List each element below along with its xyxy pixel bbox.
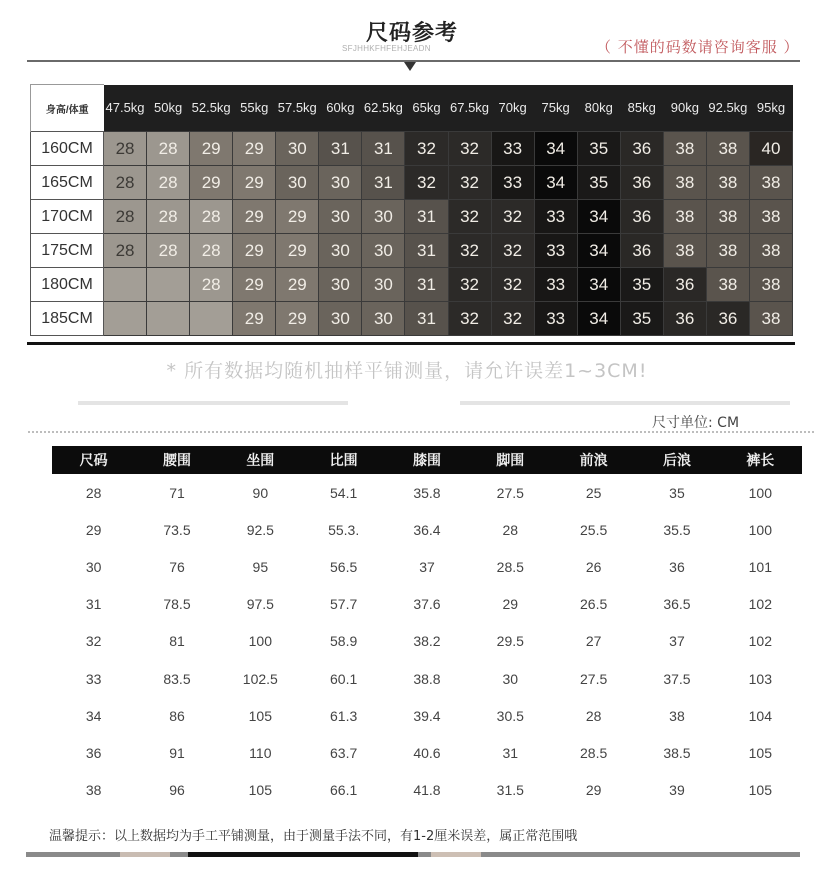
- measurement-cell: 27.5: [496, 484, 524, 501]
- size-cell: 36: [663, 268, 706, 302]
- measurement-cell: 28: [585, 707, 602, 724]
- size-cell: 29: [233, 166, 276, 200]
- size-recommendation-table: [30, 84, 793, 336]
- size-cell: 38: [663, 132, 706, 166]
- measurement-cell: 28: [502, 521, 519, 538]
- size-cell: 30: [319, 166, 362, 200]
- measurement-column-header: 尺码: [52, 446, 135, 474]
- table-row: [52, 511, 802, 548]
- size-cell: 31: [362, 166, 405, 200]
- size-cell: 30: [319, 234, 362, 268]
- size-cell: 29: [276, 268, 319, 302]
- size-cell: 36: [620, 200, 663, 234]
- size-cell: 29: [276, 200, 319, 234]
- size-cell: 34: [577, 234, 620, 268]
- measurement-cell: 37.6: [413, 596, 441, 613]
- size-cell: 36: [620, 132, 663, 166]
- size-cell: 38: [749, 234, 792, 268]
- measurement-cell: 63.7: [330, 744, 358, 761]
- size-cell: 38: [663, 166, 706, 200]
- measurement-cell: 37.5: [663, 670, 691, 687]
- measurement-cell: 39: [669, 782, 685, 799]
- measurement-cell: 104: [748, 707, 772, 724]
- page-title: 尺码参考: [366, 21, 459, 46]
- size-cell: 32: [491, 302, 534, 336]
- size-cell: 32: [448, 234, 491, 268]
- weight-header-cell: 90kg: [663, 85, 706, 132]
- divider-bar-right: [460, 401, 790, 405]
- measurement-cell: 37: [669, 633, 685, 650]
- measurements-header-row: [52, 446, 802, 474]
- height-label: 165CM: [31, 166, 104, 200]
- table-row: [52, 772, 802, 809]
- measurement-cell: 38: [669, 707, 685, 724]
- size-cell: 34: [577, 268, 620, 302]
- measurement-cell: 38.2: [413, 633, 441, 650]
- triangle-down-icon: [404, 62, 416, 71]
- measurement-cell: 90: [252, 484, 269, 501]
- measurement-cell: 30: [85, 558, 102, 575]
- height-label: 175CM: [31, 234, 104, 268]
- measurement-cell: 58.9: [330, 633, 358, 650]
- measurement-cell: 71: [169, 484, 185, 501]
- size-cell: 29: [233, 268, 276, 302]
- measurement-cell: 105: [248, 782, 272, 799]
- size-cell: 32: [448, 268, 491, 302]
- measurement-cell: 54.1: [330, 484, 358, 501]
- measurement-cell: 25: [585, 484, 602, 501]
- measurement-cell: 38.8: [413, 670, 441, 687]
- measurement-cell: 28: [85, 484, 102, 501]
- size-cell: [104, 268, 147, 302]
- size-cell: 29: [276, 302, 319, 336]
- size-cell: 33: [534, 268, 577, 302]
- size-cell: [104, 302, 147, 336]
- size-cell: 38: [706, 200, 749, 234]
- measurement-cell: 40.6: [413, 744, 441, 761]
- measurement-cell: 31.5: [496, 782, 524, 799]
- weight-header-cell: 47.5kg: [104, 85, 147, 132]
- weight-header-cell: 67.5kg: [448, 85, 491, 132]
- size-cell: 38: [663, 234, 706, 268]
- size-cell: 31: [405, 200, 448, 234]
- size-cell: 28: [104, 166, 147, 200]
- size-cell: 32: [491, 234, 534, 268]
- size-cell: 29: [233, 132, 276, 166]
- measurement-cell: 30: [502, 670, 519, 687]
- size-cell: 35: [620, 302, 663, 336]
- measurement-cell: 55.3.: [328, 521, 360, 538]
- size-cell: 40: [749, 132, 792, 166]
- size-cell: 28: [190, 268, 233, 302]
- size-cell: 29: [190, 166, 233, 200]
- table-row: [52, 474, 802, 511]
- size-cell: 31: [319, 132, 362, 166]
- footer-strip-segment: [188, 852, 418, 857]
- size-cell: 34: [534, 166, 577, 200]
- table-row: [52, 623, 802, 660]
- measurement-cell: 57.7: [330, 596, 358, 613]
- measurement-cell: 100: [248, 633, 272, 650]
- size-cell: 32: [448, 200, 491, 234]
- measurement-cell: 26: [585, 558, 602, 575]
- measurement-cell: 66.1: [330, 782, 358, 799]
- measurements-table: [52, 446, 802, 809]
- measurement-cell: 92.5: [246, 521, 274, 538]
- measurement-cell: 78.5: [163, 596, 191, 613]
- measurement-column-header: 比围: [302, 446, 385, 474]
- size-cell: 32: [448, 302, 491, 336]
- size-cell: 36: [620, 166, 663, 200]
- measurement-cell: 91: [169, 744, 185, 761]
- divider-bar-left: [78, 401, 348, 405]
- measurement-cell: 103: [748, 670, 772, 687]
- size-cell: 28: [147, 234, 190, 268]
- consult-note: （ 不懂的码数请咨询客服 ）: [596, 38, 800, 56]
- weight-header-cell: 62.5kg: [362, 85, 405, 132]
- height-label: 185CM: [31, 302, 104, 336]
- measurement-cell: 32: [85, 633, 102, 650]
- measurement-cell: 29: [502, 596, 519, 613]
- measurement-cell: 102.5: [242, 670, 278, 687]
- measurement-cell: 83.5: [163, 670, 191, 687]
- size-cell: 28: [104, 132, 147, 166]
- measurement-cell: 29.5: [496, 633, 524, 650]
- measurement-cell: 110: [249, 744, 272, 761]
- footer-strip-segment: [431, 852, 481, 857]
- size-cell: 38: [706, 234, 749, 268]
- size-cell: [190, 302, 233, 336]
- measurement-cell: 95: [252, 558, 269, 575]
- measurement-cell: 105: [748, 744, 772, 761]
- measurement-cell: 36: [669, 558, 685, 575]
- measurement-cell: 60.1: [330, 670, 358, 687]
- size-cell: 38: [749, 268, 792, 302]
- measurement-cell: 35.5: [663, 521, 691, 538]
- weight-header-cell: 80kg: [577, 85, 620, 132]
- size-cell: 38: [663, 200, 706, 234]
- size-cell: 28: [190, 200, 233, 234]
- size-cell: 31: [405, 234, 448, 268]
- size-cell: 32: [448, 166, 491, 200]
- height-row: [31, 268, 793, 302]
- size-cell: 35: [577, 166, 620, 200]
- footer-strip-segment: [120, 852, 170, 857]
- weight-header-cell: 92.5kg: [706, 85, 749, 132]
- height-label: 180CM: [31, 268, 104, 302]
- size-cell: 35: [577, 132, 620, 166]
- weight-header-cell: 95kg: [749, 85, 792, 132]
- size-cell: 30: [319, 302, 362, 336]
- dotted-divider: [28, 431, 814, 433]
- height-row: [31, 302, 793, 336]
- measurement-column-header: 前浪: [552, 446, 635, 474]
- size-cell: 34: [534, 132, 577, 166]
- measurement-column-header: 膝围: [385, 446, 468, 474]
- size-cell: 30: [362, 234, 405, 268]
- measurement-cell: 28.5: [496, 558, 524, 575]
- size-cell: 32: [448, 132, 491, 166]
- measurement-cell: 38.5: [663, 744, 691, 761]
- height-row: [31, 200, 793, 234]
- measurement-column-header: 裤长: [719, 446, 802, 474]
- table-row: [52, 697, 802, 734]
- weight-header-cell: 85kg: [620, 85, 663, 132]
- measurement-cell: 36: [85, 744, 102, 761]
- height-label: 160CM: [31, 132, 104, 166]
- height-weight-corner-label: 身高/体重: [31, 85, 104, 132]
- size-cell: 32: [491, 268, 534, 302]
- size-cell: 32: [405, 166, 448, 200]
- measurement-cell: 100: [748, 484, 772, 501]
- measurement-cell: 56.5: [330, 558, 358, 575]
- table-row: [52, 660, 802, 697]
- weight-header-row: [31, 85, 793, 132]
- measurement-column-header: 腰围: [135, 446, 218, 474]
- measurement-cell: 61.3: [330, 707, 358, 724]
- size-cell: 30: [319, 200, 362, 234]
- size-cell: 38: [749, 166, 792, 200]
- size-cell: 38: [706, 132, 749, 166]
- size-cell: 28: [147, 132, 190, 166]
- size-cell: 33: [491, 132, 534, 166]
- size-cell: 30: [276, 166, 319, 200]
- weight-header-cell: 75kg: [534, 85, 577, 132]
- size-cell: 32: [491, 200, 534, 234]
- measurement-cell: 105: [748, 782, 772, 799]
- weight-header-cell: 60kg: [319, 85, 362, 132]
- height-row: [31, 132, 793, 166]
- weight-header-cell: 65kg: [405, 85, 448, 132]
- table-row: [52, 586, 802, 623]
- size-cell: 29: [233, 234, 276, 268]
- measurement-cell: 30.5: [496, 707, 524, 724]
- height-row: [31, 166, 793, 200]
- size-cell: 32: [405, 132, 448, 166]
- size-cell: 28: [147, 200, 190, 234]
- size-cell: 28: [147, 166, 190, 200]
- measurement-cell: 29: [85, 521, 102, 538]
- size-cell: [147, 302, 190, 336]
- size-cell: 28: [104, 234, 147, 268]
- measurement-cell: 102: [748, 633, 772, 650]
- size-cell: 35: [620, 268, 663, 302]
- size-cell: 31: [405, 268, 448, 302]
- measurement-cell: 27.5: [580, 670, 608, 687]
- measurement-cell: 36.5: [663, 596, 691, 613]
- size-cell: 33: [534, 234, 577, 268]
- size-cell: 30: [362, 302, 405, 336]
- measurement-column-header: 后浪: [635, 446, 718, 474]
- size-cell: 33: [491, 166, 534, 200]
- measurement-cell: 73.5: [163, 521, 191, 538]
- chart-bottom-border: [27, 342, 795, 345]
- size-cell: 38: [749, 302, 792, 336]
- measurement-cell: 34: [85, 707, 102, 724]
- size-cell: [147, 268, 190, 302]
- size-cell: 36: [620, 234, 663, 268]
- size-cell: 30: [276, 132, 319, 166]
- measurement-cell: 38: [85, 782, 102, 799]
- size-cell: 36: [663, 302, 706, 336]
- footer-image-strip: [26, 852, 800, 857]
- size-cell: 29: [233, 200, 276, 234]
- measurement-cell: 26.5: [580, 596, 608, 613]
- measurement-cell: 36.4: [413, 521, 441, 538]
- table-row: [52, 548, 802, 585]
- unit-label: 尺寸单位: CM: [652, 415, 740, 431]
- measurement-cell: 86: [169, 707, 185, 724]
- measurement-column-header: 脚围: [469, 446, 552, 474]
- measurement-cell: 25.5: [580, 521, 608, 538]
- height-row: [31, 234, 793, 268]
- size-cell: 31: [405, 302, 448, 336]
- size-cell: 38: [706, 166, 749, 200]
- size-cell: 28: [104, 200, 147, 234]
- size-cell: 29: [190, 132, 233, 166]
- measurement-cell: 96: [169, 782, 185, 799]
- measurement-cell: 76: [169, 558, 185, 575]
- measurement-cell: 101: [748, 558, 772, 575]
- size-cell: 30: [319, 268, 362, 302]
- measurement-cell: 28.5: [580, 744, 608, 761]
- size-cell: 29: [276, 234, 319, 268]
- size-cell: 38: [749, 200, 792, 234]
- weight-header-cell: 50kg: [147, 85, 190, 132]
- weight-header-cell: 57.5kg: [276, 85, 319, 132]
- measurement-cell: 33: [85, 670, 102, 687]
- size-cell: 31: [362, 132, 405, 166]
- page-subtitle: SFJHHKFHFEHJEADN: [342, 44, 431, 53]
- measurement-cell: 39.4: [413, 707, 441, 724]
- measurement-cell: 41.8: [413, 782, 441, 799]
- measurement-cell: 29: [585, 782, 602, 799]
- measurement-cell: 105: [248, 707, 272, 724]
- height-label: 170CM: [31, 200, 104, 234]
- size-cell: 34: [577, 200, 620, 234]
- size-cell: 33: [534, 200, 577, 234]
- size-cell: 30: [362, 268, 405, 302]
- weight-header-cell: 52.5kg: [190, 85, 233, 132]
- size-cell: 30: [362, 200, 405, 234]
- weight-header-cell: 55kg: [233, 85, 276, 132]
- measurement-cell: 35: [669, 484, 685, 501]
- measurement-cell: 81: [169, 633, 185, 650]
- size-cell: 28: [190, 234, 233, 268]
- measurement-cell: 102: [748, 596, 772, 613]
- measurement-column-header: 坐围: [219, 446, 302, 474]
- measurement-notice: * 所有数据均随机抽样平铺测量，请允许误差1~3CM!: [166, 360, 648, 382]
- footer-tip: 温馨提示：以上数据均为手工平铺测量，由于测量手法不同，有1-2厘米误差，属正常范围哦: [49, 829, 578, 844]
- measurement-cell: 27: [585, 633, 602, 650]
- measurement-cell: 37: [419, 558, 435, 575]
- size-cell: 36: [706, 302, 749, 336]
- measurement-cell: 31: [85, 596, 102, 613]
- measurement-cell: 100: [748, 521, 772, 538]
- size-cell: 34: [577, 302, 620, 336]
- size-cell: 29: [233, 302, 276, 336]
- weight-header-cell: 70kg: [491, 85, 534, 132]
- size-cell: 38: [706, 268, 749, 302]
- size-cell: 33: [534, 302, 577, 336]
- measurement-cell: 35.8: [413, 484, 441, 501]
- measurement-cell: 97.5: [246, 596, 274, 613]
- table-row: [52, 734, 802, 771]
- measurement-cell: 31: [502, 744, 519, 761]
